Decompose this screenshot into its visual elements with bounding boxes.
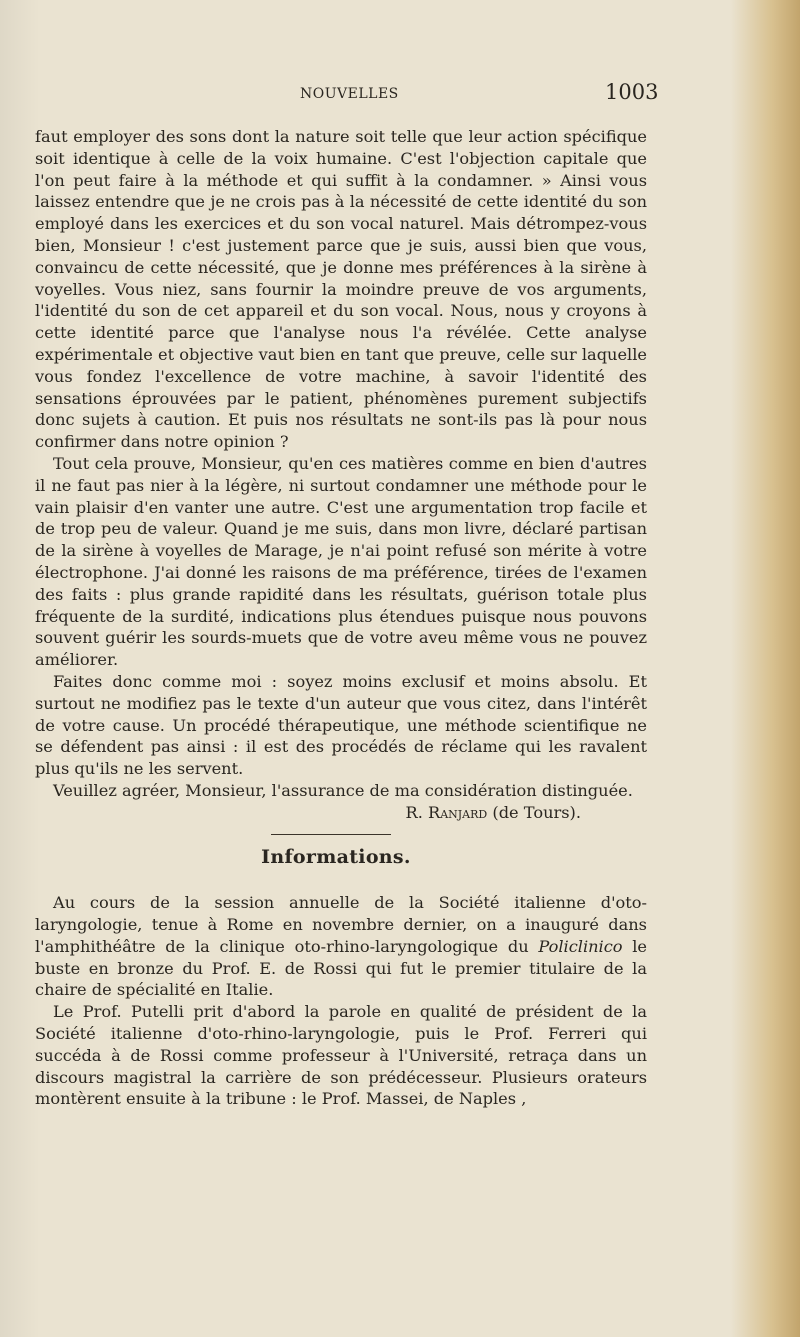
section-divider bbox=[271, 834, 391, 835]
signature-initial: R. bbox=[405, 802, 429, 822]
signature-place: (de Tours). bbox=[487, 802, 581, 822]
signature bbox=[35, 802, 647, 824]
paragraph: Faites donc comme moi : soyez moins exclusif et moins absolu. Et surtout ne modifiez pas le texte d'un auteur que vous citez, dans l'intérêt de votre cause. Un procédé thérapeutique, une méthode scientifique ne se défendent pas ainsi : il est des procédés de réclame qui les ravalent plus qu'ils ne les servent. bbox=[35, 671, 647, 779]
page-header bbox=[0, 80, 800, 110]
page-number: 1003 bbox=[605, 80, 659, 104]
info-italic-term: Policlinico bbox=[538, 936, 623, 956]
paragraph-continuation: faut employer des sons dont la nature soit telle que leur action spécifique soit identique à celle de la voix humaine. C'est l'objection capitale que l'on peut faire à la méthode et qui suffit à la condamner. » Ainsi vous laissez entendre que je ne crois pas à la nécessité de cette identité du son employé dans les exercices et du son vocal naturel. Mais détrompez-vous bien, Monsieur ! c'est justement parce que je suis, aussi bien que vous, convaincu de cette nécessité, que je donne mes préférences à la sirène à voyelles. Vous niez, sans fournir la moindre preuve de vos arguments, l'identité du son de cet appareil et du son vocal. Nous, nous y croyons à cette identité parce que l'analyse nous l'a révélée. Cette analyse expérimentale et objective vaut bien en tant que preuve, celle sur laquelle vous fondez l'excellence de votre machine, à savoir l'identité des sensations éprouvées par le patient, phénomènes purement subjectifs donc sujets à caution. Et puis nos résultats ne sont-ils pas là pour nous confirmer dans notre opinion ? bbox=[35, 127, 647, 452]
paragraph: Tout cela prouve, Monsieur, qu'en ces matières comme en bien d'autres il ne faut pas nier à la légère, ni surtout condamner une méthode pour le vain plaisir d'en vanter une autre. C'est une argumentation trop facile et de trop peu de valeur. Quand je me suis, dans mon livre, déclaré partisan de la sirène à voyelles de Marage, je n'ai point refusé son mérite à votre électrophone. J'ai donné les raisons de ma préférence, tirées de l'examen des faits : plus grande rapidité dans les résultats, guérison totale plus fréquente de la surdité, indications plus étendues puisque nous pouvons souvent guérir les sourds-muets que de votre aveu même vous ne pouvez améliorer. bbox=[35, 453, 647, 670]
paragraph-closing: Veuillez agréer, Monsieur, l'assurance de ma considération distinguée. bbox=[53, 780, 633, 800]
info-paragraph bbox=[35, 892, 647, 1001]
section-heading: Informations. bbox=[261, 845, 411, 868]
info-text: Au cours de la session annuelle de la Société italienne d'oto-laryngologie, tenue à Rome en novembre dernier, on a inauguré dans l'amphithéâtre de la clinique oto-rhino-laryngologique du bbox=[35, 893, 647, 956]
info-text: le buste en bronze du Prof. E. de Rossi qui fut le premier titulaire de la chaire de spécialité en Italie. bbox=[35, 936, 648, 1000]
article-body bbox=[35, 126, 647, 1110]
info-paragraph: Le Prof. Putelli prit d'abord la parole en qualité de président de la Société italienne d'oto-rhino-laryngologie, puis le Prof. Ferreri qui succéda à de Rossi comme professeur à l'Université, retraça dans un discours magistral la carrière de son prédécesseur. Plusieurs orateurs montèrent ensuite à la tribune : le Prof. Massei, de Naples , bbox=[35, 1002, 647, 1109]
signature-surname: Ranjard bbox=[428, 802, 488, 822]
running-title: NOUVELLES bbox=[300, 86, 399, 102]
